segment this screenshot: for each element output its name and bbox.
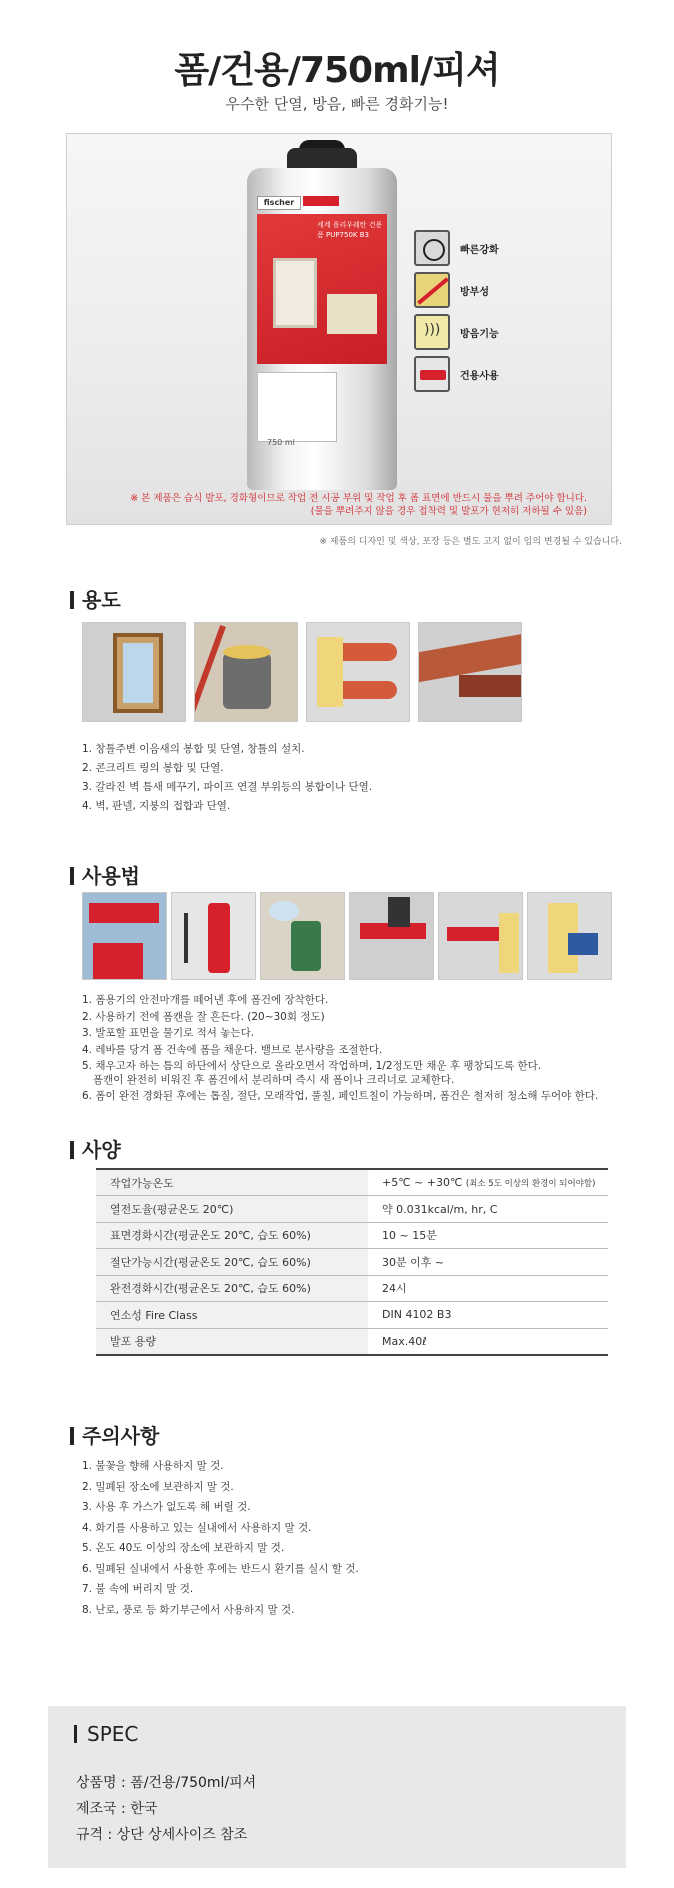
caution-heading: 주의사항: [70, 1420, 159, 1449]
list-item: 4. 벽, 판넬, 지붕의 접합과 단열.: [82, 800, 231, 812]
list-item: 1. 창틀주변 이음새의 봉합 및 단열, 창틀의 설치.: [82, 743, 305, 755]
table-row: [96, 1249, 608, 1276]
spec-origin: 제조국 : 한국: [76, 1801, 158, 1817]
list-item: 3. 발포할 표면을 물기로 적셔 놓는다.: [82, 1027, 255, 1039]
list-item: 8. 난로, 풍로 등 화기부근에서 사용하지 말 것.: [82, 1603, 295, 1616]
warning-line-2: (물을 뿌려주지 않을 경우 접착력 및 발포가 현저히 저하될 수 있음): [310, 506, 587, 517]
spec-value: 약 0.031kcal/m, hr, C: [368, 1196, 608, 1223]
spec-summary-heading: SPEC: [74, 1722, 138, 1746]
sound-icon: [414, 314, 450, 350]
foam-illustration: [327, 294, 377, 334]
spec-size: 규격 : 상단 상세사이즈 참조: [76, 1827, 248, 1843]
list-item: 3. 갈라진 벽 틈새 메꾸기, 파이프 연결 부위등의 봉합이나 단열.: [82, 781, 373, 793]
can-valve: [287, 148, 357, 170]
howto-step-5-illustration: [438, 892, 523, 980]
spec-key: 열전도율(평균온도 20℃): [96, 1196, 368, 1223]
specs-heading: 사양: [70, 1134, 121, 1163]
list-item: 1. 불꽃을 향해 사용하지 말 것.: [82, 1460, 224, 1472]
spec-value: DIN 4102 B3: [368, 1302, 608, 1329]
spec-key: 완전경화시간(평균온도 20℃, 습도 60%): [96, 1275, 368, 1302]
howto-step-1-illustration: [82, 892, 167, 980]
list-item: 2. 사용하기 전에 폼캔을 잘 흔든다. (20~30회 정도): [82, 1010, 325, 1023]
brand-logo: fischer: [257, 196, 301, 210]
list-item: 6. 폼이 완전 경화된 후에는 톱질, 절단, 모래작업, 풀칠, 페인트칠이 가능하며, 폼건은 철저히 청소해 두어야 한다.: [82, 1090, 599, 1102]
howto-step-4-illustration: [349, 892, 434, 980]
specs-table: [96, 1168, 608, 1356]
howto-heading: 사용법: [70, 860, 140, 889]
list-item: 5. 채우고자 하는 틈의 하단에서 상단으로 올라오면서 작업하며, 1/2정도만 채운 후 팽창되도록 한다.: [82, 1060, 542, 1072]
feature-label: 방부성: [460, 286, 489, 298]
spec-value: [368, 1169, 608, 1196]
list-item: 5. 온도 40도 이상의 장소에 보관하지 말 것.: [82, 1542, 285, 1554]
spec-value: 30분 이후 ~: [368, 1249, 608, 1276]
spec-key: 표면경화시간(평균온도 20℃, 습도 60%): [96, 1222, 368, 1249]
page-title: 폼/건용/750ml/피셔: [174, 50, 500, 91]
table-row: [96, 1302, 608, 1329]
usage-heading: 용도: [70, 584, 121, 613]
caution-list: [82, 1456, 359, 1620]
spec-key: 절단가능시간(평균온도 20℃, 습도 60%): [96, 1249, 368, 1276]
feature-label: 빠른강화: [460, 244, 499, 256]
feature-soundproof: [414, 314, 499, 350]
list-item: 폼캔이 완전히 비워진 후 폼건에서 분리하며 즉시 새 폼이나 크리너로 교체한다.: [93, 1073, 455, 1086]
table-row: [96, 1196, 608, 1223]
usage-illustration-concrete-ring: [194, 622, 298, 722]
howto-step-3-illustration: [260, 892, 345, 980]
list-item: 2. 콘크리트 링의 봉합 및 단열.: [82, 762, 224, 774]
feature-rot-proof: [414, 272, 489, 308]
howto-step-6-illustration: [527, 892, 612, 980]
foam-gun-icon: [414, 356, 450, 392]
feature-label: 방음기능: [460, 328, 499, 340]
no-rot-icon: [414, 272, 450, 308]
list-item: 3. 사용 후 가스가 없도록 해 버릴 것.: [82, 1501, 251, 1513]
can-front-label: [257, 214, 387, 364]
table-row: [96, 1275, 608, 1302]
list-item: 7. 불 속에 버리지 말 것.: [82, 1583, 194, 1595]
warning-line-1: ※ 본 제품은 습식 발포, 경화형이므로 작업 전 시공 부위 및 작업 후 폼 표면에 반드시 물을 뿌려 주어야 합니다.: [130, 493, 587, 504]
spec-key: 작업가능온도: [96, 1169, 368, 1196]
list-item: 4. 레바를 당겨 폼 건속에 폼을 채운다. 밸브로 분사량을 조절한다.: [82, 1043, 383, 1056]
table-row: [96, 1328, 608, 1355]
list-item: 4. 화기를 사용하고 있는 실내에서 사용하지 말 것.: [82, 1521, 312, 1534]
table-row: [96, 1169, 608, 1196]
spec-product-name: 상품명 : 폼/건용/750ml/피셔: [76, 1775, 257, 1791]
usage-list: [82, 740, 372, 816]
window-illustration: [273, 258, 317, 328]
page-subtitle: 우수한 단열, 방음, 빠른 경화기능!: [225, 95, 449, 113]
table-row: [96, 1222, 608, 1249]
design-notice: ※ 제품의 디자인 및 색상, 포장 등은 별도 고지 없이 임의 변경될 수 있습니다.: [319, 537, 622, 547]
feature-gun-use: [414, 356, 499, 392]
howto-step-2-illustration: [171, 892, 256, 980]
usage-illustration-window: [82, 622, 186, 722]
product-photo: [66, 133, 612, 525]
howto-list: [82, 992, 598, 1105]
foam-can-image: [247, 148, 397, 493]
stopwatch-icon: [414, 230, 450, 266]
spec-key: 연소성 Fire Class: [96, 1302, 368, 1329]
list-item: 1. 폼용기의 안전마개를 떼어낸 후에 폼건에 장착한다.: [82, 994, 329, 1006]
can-volume: 750 ml: [267, 438, 295, 447]
can-label-text: 세계 폴리우레탄 건용 폼 PUP750K B3: [317, 221, 383, 239]
usage-illustration-pipe: [306, 622, 410, 722]
brand-stripe: [303, 196, 339, 206]
list-item: 2. 밀폐된 장소에 보관하지 말 것.: [82, 1480, 234, 1493]
spec-summary-box: [48, 1706, 626, 1868]
spec-value: 24시: [368, 1275, 608, 1302]
feature-label: 건용사용: [460, 370, 499, 382]
usage-illustration-roof: [418, 622, 522, 722]
spec-value: 10 ~ 15분: [368, 1222, 608, 1249]
spec-key: 발포 용량: [96, 1328, 368, 1355]
spec-note: (최소 5도 이상의 환경이 되어야함): [465, 1179, 596, 1189]
can-info-label: [257, 372, 337, 442]
feature-fast-cure: [414, 230, 499, 266]
spec-value: Max.40ℓ: [368, 1328, 608, 1355]
spec-value-text: +5℃ ~ +30℃: [382, 1176, 463, 1189]
list-item: 6. 밀폐된 실내에서 사용한 후에는 반드시 환기를 실시 할 것.: [82, 1562, 359, 1575]
